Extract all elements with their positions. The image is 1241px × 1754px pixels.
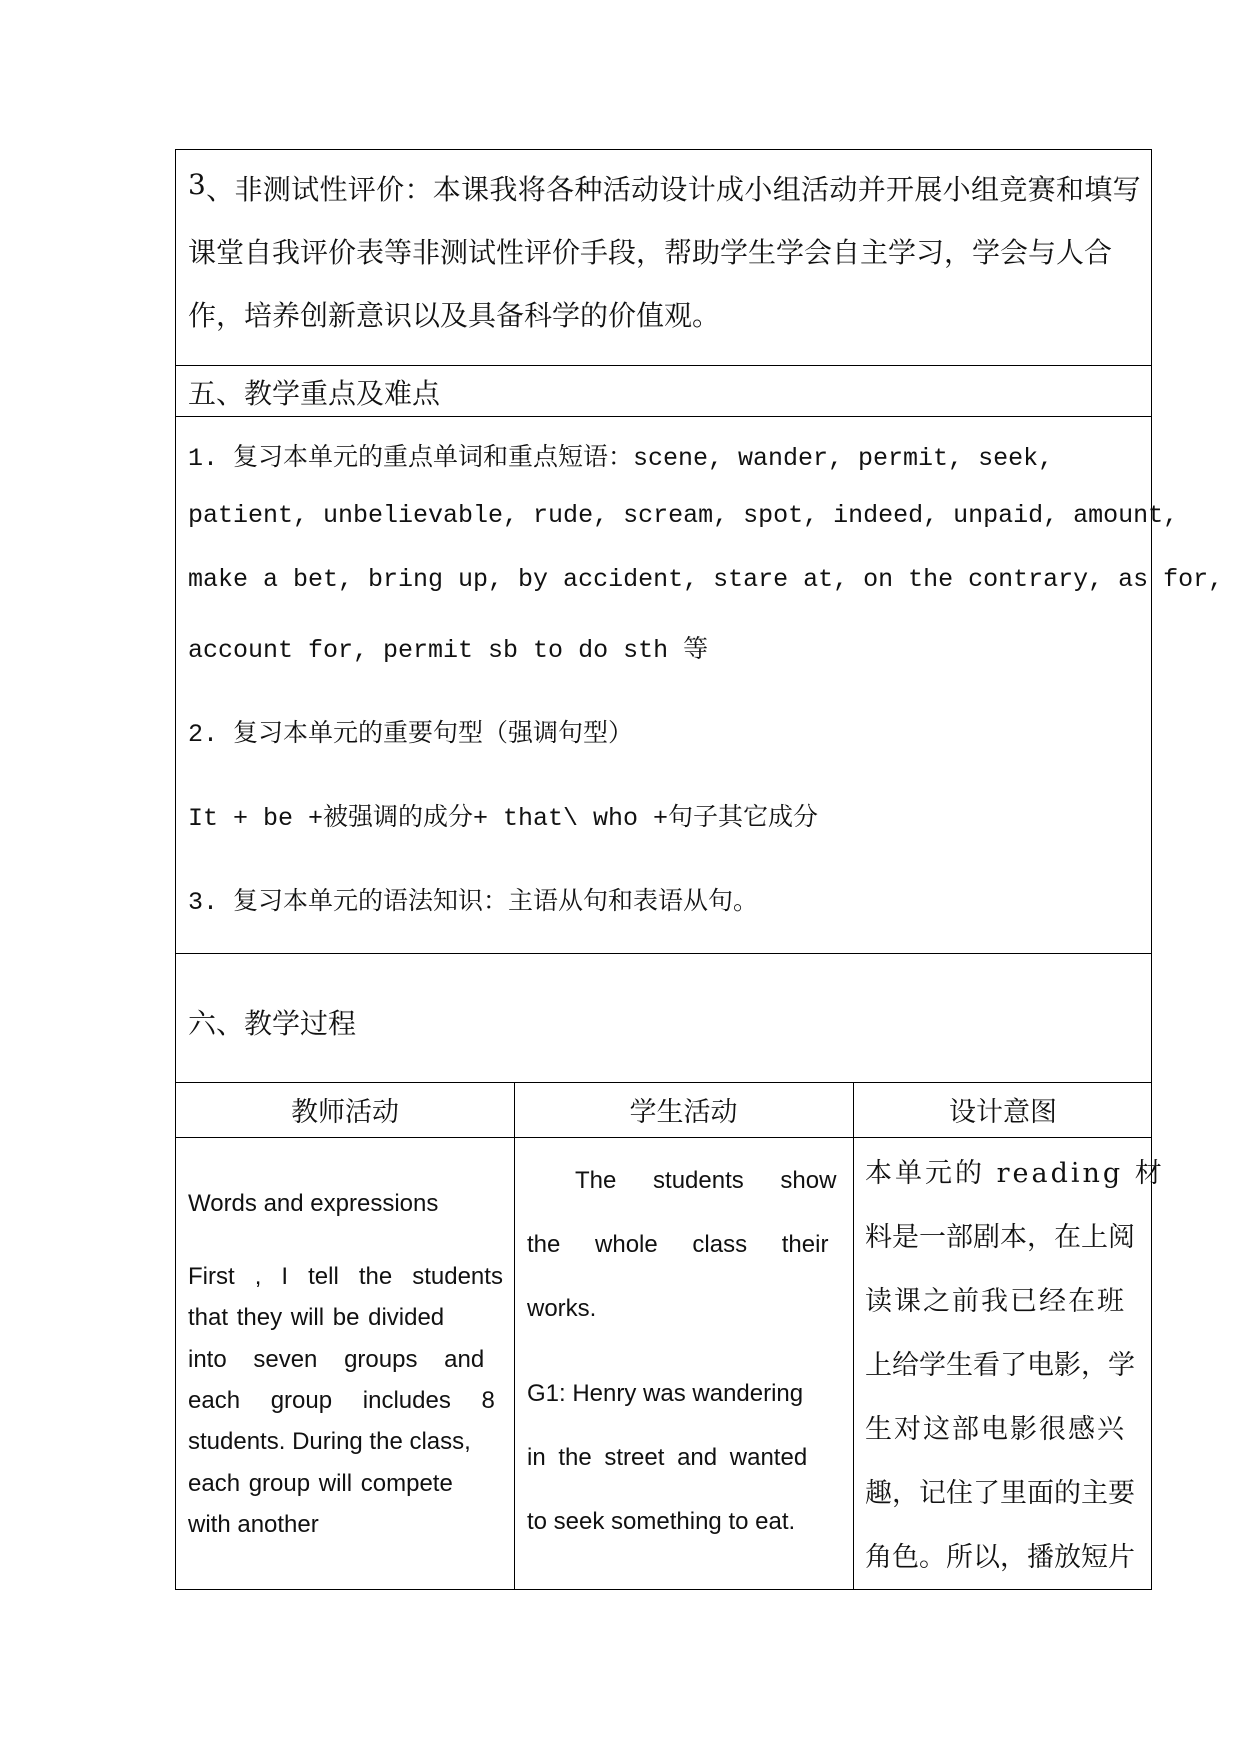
teacher-line: First , I tell the students xyxy=(188,1263,503,1290)
student-line: The students show xyxy=(575,1167,837,1194)
sentence-pattern-item: 2. 复习本单元的重要句型（强调句型） xyxy=(188,720,634,749)
row-divider xyxy=(176,953,1151,954)
vocab-line: account for, permit sb to do sth 等 xyxy=(188,636,709,665)
column-header-intent: 设计意图 xyxy=(949,1097,1057,1128)
row-divider xyxy=(176,1082,1151,1083)
section-heading: 六、教学过程 xyxy=(188,1007,357,1040)
row-divider xyxy=(176,1137,1151,1138)
student-line: to seek something to eat. xyxy=(527,1508,796,1535)
teacher-line: into seven groups and xyxy=(188,1346,485,1373)
intent-line: 读课之前我已经在班 xyxy=(865,1286,1126,1317)
column-header-teacher: 教师活动 xyxy=(291,1097,399,1128)
emphasis-pattern: It + be +被强调的成分+ that\ who +句子其它成分 xyxy=(188,804,819,833)
vocab-line: 1. 复习本单元的重点单词和重点短语：scene, wander, permit, seek, xyxy=(188,444,1054,473)
vocab-line: make a bet, bring up, by accident, stare at, on the contrary, as for, xyxy=(188,565,1224,594)
vocab-line: patient, unbelievable, rude, scream, spot, indeed, unpaid, amount, xyxy=(188,501,1179,530)
intent-line: 料是一部剧本，在上阅 xyxy=(865,1222,1135,1253)
paragraph-line: 作，培养创新意识以及具备科学的价值观。 xyxy=(188,299,721,332)
grammar-item: 3. 复习本单元的语法知识：主语从句和表语从句。 xyxy=(188,888,759,917)
intent-line: 上给学生看了电影，学 xyxy=(865,1350,1135,1381)
column-divider xyxy=(514,1082,515,1590)
teacher-line: each group includes 8 xyxy=(188,1387,495,1414)
student-line: the whole class their xyxy=(527,1231,829,1258)
teacher-line: that they will be divided xyxy=(188,1304,445,1331)
row-divider xyxy=(176,365,1151,366)
student-line: works. xyxy=(527,1295,597,1322)
intent-line: 生对这部电影很感兴 xyxy=(865,1414,1126,1445)
teacher-line: students. During the class, xyxy=(188,1428,471,1455)
teacher-heading: Words and expressions xyxy=(188,1190,439,1217)
lesson-plan-table xyxy=(175,149,1224,1590)
column-divider xyxy=(853,1082,854,1590)
column-header-student: 学生活动 xyxy=(629,1097,738,1128)
paragraph-line: 3 、 非 测 试 性 评 价 ： 本 课 我 将 各 种 活 动 设 计 成 小 组 活 动 并 开 展 小 组 竞 赛 和 填 写 xyxy=(188,168,1141,206)
section-heading: 五、教学重点及难点 xyxy=(188,377,441,410)
teacher-line: with another xyxy=(188,1511,319,1538)
row-divider xyxy=(176,416,1151,417)
intent-line: 本单元的 reading 材 xyxy=(865,1158,1165,1189)
student-line: G1: Henry was wandering xyxy=(527,1380,804,1407)
intent-line: 角色。所以，播放短片 xyxy=(865,1542,1135,1573)
intent-line: 趣，记住了里面的主要 xyxy=(865,1478,1135,1509)
paragraph-line: 课堂自我评价表等非测试性评价手段，帮助学生学会自主学习，学会与人合 xyxy=(188,236,1113,269)
teacher-line: each group will compete xyxy=(188,1470,453,1497)
student-line: in the street and wanted xyxy=(527,1444,808,1471)
